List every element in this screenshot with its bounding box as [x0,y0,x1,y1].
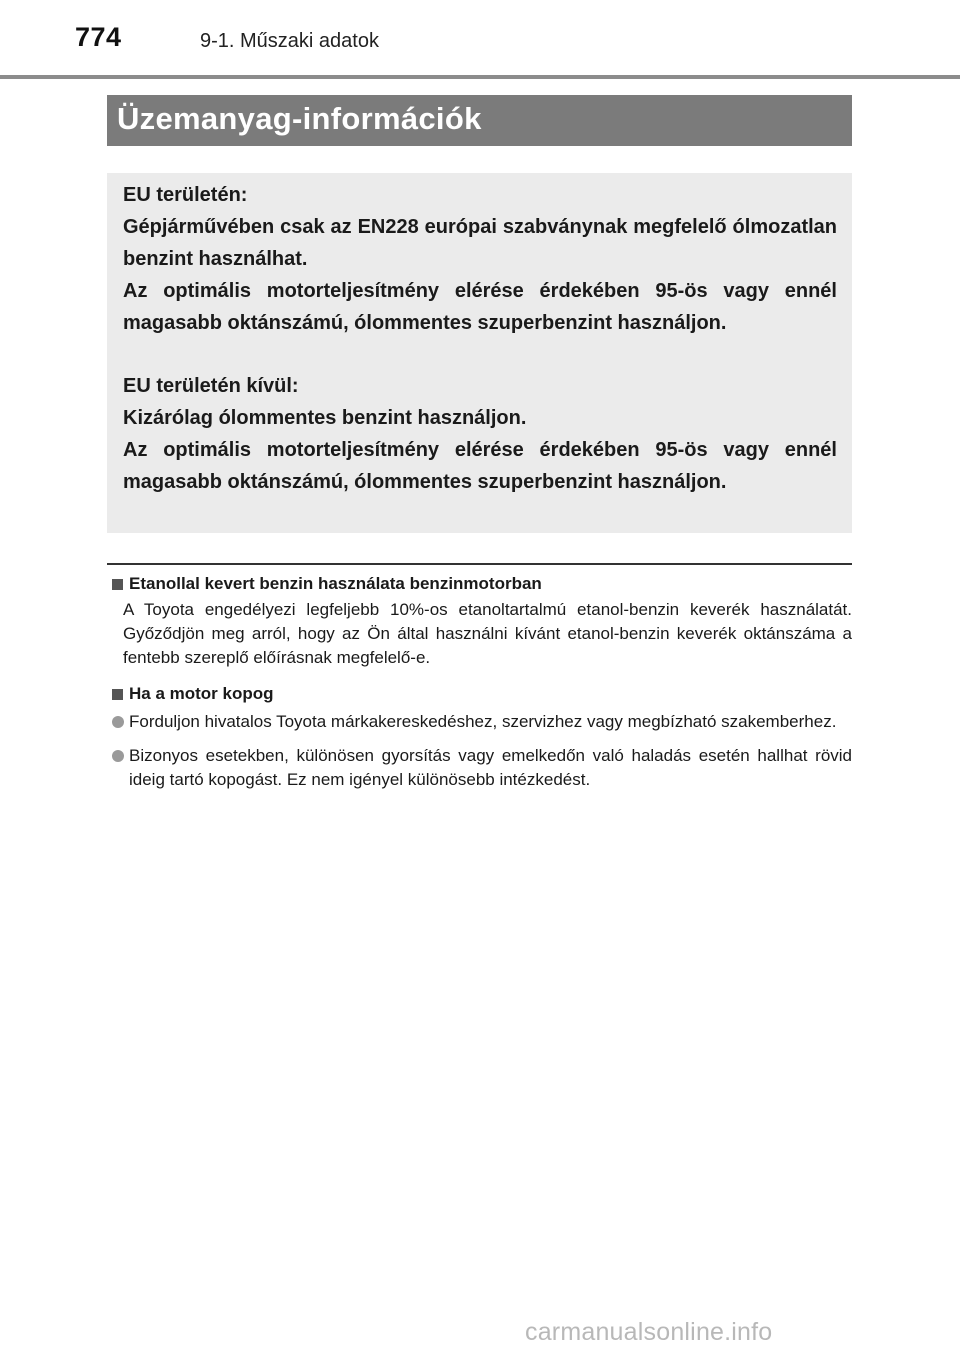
eu-text-octane: Az optimális motorteljesítmény elérése érdekében 95-ös vagy ennél magasabb oktánszámú, ólommentes szuperbenzint használjon. [123,280,837,334]
circle-bullet-icon [112,750,124,762]
knocking-section [107,682,852,792]
list-item [107,744,852,792]
eu-text: Gépjárművében csak az EN228 európai szabványnak megfelelő ólmozatlan benzint használhat. [123,216,837,270]
bullet-text: Forduljon hivatalos Toyota márkakereskedéshez, szervizhez vagy megbízható szakemberhez. [129,712,837,731]
page-number: 774 [75,22,122,52]
circle-bullet-icon [112,716,124,728]
section-title-bar [107,95,852,146]
knocking-section-title [107,682,852,706]
non-eu-text-octane: Az optimális motorteljesítmény elérése érdekében 95-ös vagy ennél magasabb oktánszámú, ólommentes szuperbenzint használjon. [123,439,837,493]
eu-heading: EU területén: [123,184,248,206]
eu-block [123,179,837,339]
bullet-text: Bizonyos esetekben, különösen gyorsítás vagy emelkedőn való haladás esetén hallhat rövid ideig tartó kopogást. Ez nem igényel különösebb intézkedést. [129,746,852,789]
header-rule [0,75,960,79]
ethanol-title-text: Etanollal kevert benzin használata benzinmotorban [129,574,542,593]
watermark: carmanualsonline.info [525,1318,773,1346]
ethanol-section-body: A Toyota engedélyezi legfeljebb 10%-os etanoltartalmú etanol-benzin keverék használatát. Győződjön meg arról, hogy az Ön által használni kívánt etanol-benzin keverék oktánszáma a fentebb szereplő előírásnak megfelelő-e. [123,600,852,667]
page-title: Üzemanyag-információk [117,101,482,136]
non-eu-heading: EU területén kívül: [123,375,299,397]
list-item [107,710,852,734]
ethanol-section-title [107,572,852,596]
square-bullet-icon [112,689,123,700]
chapter-title: 9-1. Műszaki adatok [200,30,379,52]
section-divider [107,563,852,565]
knocking-title-text: Ha a motor kopog [129,684,274,703]
fuel-info-box [107,173,852,533]
page-header [0,0,960,80]
square-bullet-icon [112,579,123,590]
non-eu-text: Kizárólag ólommentes benzint használjon. [123,407,527,429]
ethanol-section [107,572,852,670]
non-eu-block [123,370,837,498]
